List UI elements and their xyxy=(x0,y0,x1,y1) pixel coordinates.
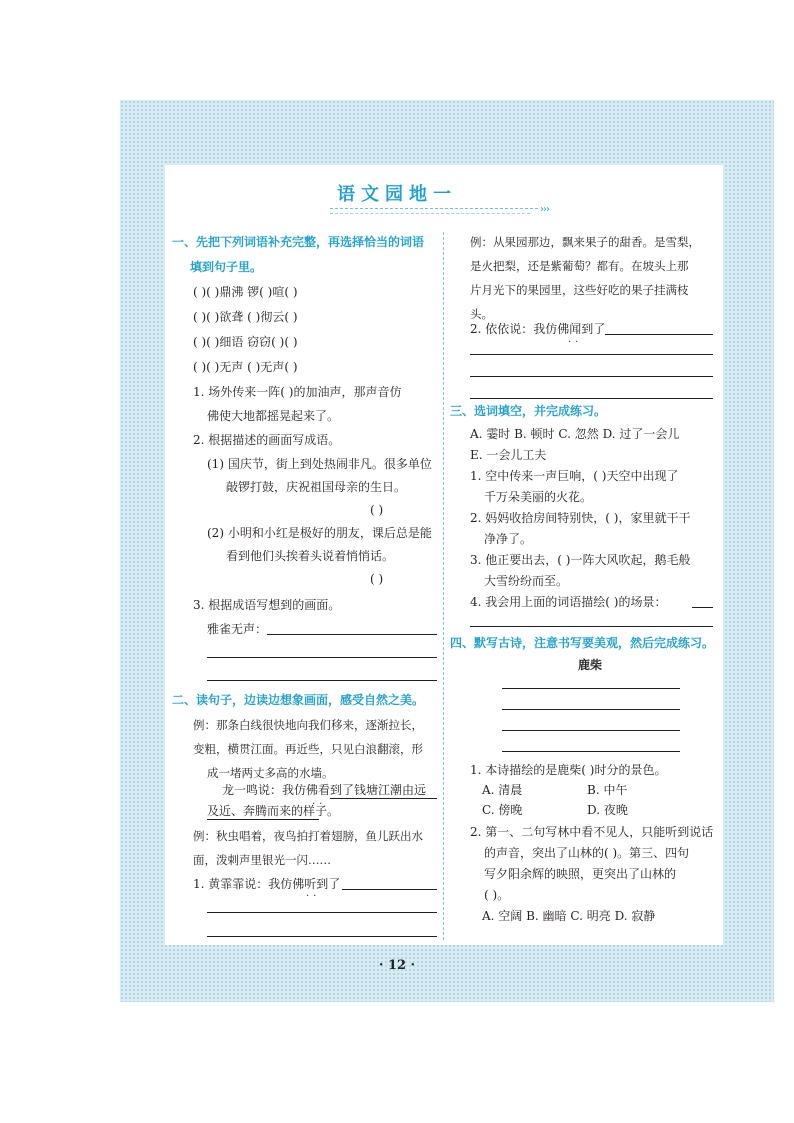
example-1-line-2: 变粗，横贯江面。再近些，只见白浪翻滚，形 xyxy=(193,742,423,756)
answer-line[interactable] xyxy=(470,626,713,627)
question-1-2b: (2) 小明和小红是极好的朋友，课后总是能 xyxy=(207,526,432,540)
fill-row-2[interactable]: ( )( )欲聋 ( )彻云( ) xyxy=(193,310,298,324)
example-3-line-3: 片月光下的果园里，这些好吃的果子挂满枝 xyxy=(470,283,689,297)
option-c[interactable]: C. 傍晚 xyxy=(482,803,523,817)
section-2-heading: 二、读句子，边读边想象画面，感受自然之美。 xyxy=(172,693,425,707)
model-answer-underline xyxy=(207,819,319,820)
title-underline xyxy=(330,208,538,209)
title-underline-secondary xyxy=(330,213,530,214)
section-3-q2: 2. 妈妈收拾房间特别快，( )，家里就干干 xyxy=(470,511,691,525)
answer-line[interactable] xyxy=(470,376,713,377)
section-4-q2: 2. 第一、二句写林中看不见人，只能听到说话 xyxy=(470,825,714,839)
fill-row-4[interactable]: ( )( )无声 ( )无声( ) xyxy=(193,360,298,374)
section-3-q3-cont: 大雪纷纷而至。 xyxy=(484,574,569,588)
word-options-1: A. 霎时 B. 顿时 C. 忽然 D. 过了一会儿 xyxy=(470,427,680,441)
example-3-line-2: 是火把梨，还是紫葡萄？都有。在坡头上那 xyxy=(470,259,689,273)
example-3-line-1: 例：从果园那边，飘来果子的甜香。是雪梨， xyxy=(470,235,700,249)
question-1-3: 3. 根据成语写想到的画面。 xyxy=(193,598,341,612)
model-answer-line-1: 龙一鸣说：我仿佛看到了钱塘江潮由远 xyxy=(222,783,427,797)
section-1-heading-cont: 填到句子里。 xyxy=(190,260,263,274)
answer-line[interactable] xyxy=(207,936,437,937)
model-answer-line-2: 及近、奔腾而来的样子。 xyxy=(207,804,340,818)
fill-row-3[interactable]: ( )( )细语 窃窃( )( ) xyxy=(193,335,298,349)
page-number: · 12 · xyxy=(378,958,416,973)
emphasis-dots: .. xyxy=(568,334,583,345)
poem-line[interactable] xyxy=(502,688,680,689)
question-1-2a-cont: 敲锣打鼓，庆祝祖国母亲的生日。 xyxy=(226,480,407,494)
example-3-line-4: 头。 xyxy=(470,307,493,321)
question-1-2: 2. 根据描述的画面写成语。 xyxy=(193,433,341,447)
section-4-q1: 1. 本诗描绘的是鹿柴( )时分的景色。 xyxy=(470,763,667,777)
section-4-heading: 四、默写古诗，注意书写要美观，然后完成练习。 xyxy=(450,636,715,650)
answer-line[interactable] xyxy=(692,607,713,608)
question-1-1-cont: 佛使大地都摇晃起来了。 xyxy=(207,409,340,423)
option-b[interactable]: B. 中午 xyxy=(587,783,628,797)
word-options-2: E. 一会儿工夫 xyxy=(470,448,547,462)
answer-line[interactable] xyxy=(267,634,437,635)
section-3-heading: 三、选词填空，并完成练习。 xyxy=(450,404,607,418)
section-3-q1: 1. 空中传来一声巨响，( )天空中出现了 xyxy=(470,469,679,483)
fill-row-1[interactable]: ( )( )鼎沸 锣( )喧( ) xyxy=(193,285,298,299)
answer-line[interactable] xyxy=(342,889,437,890)
poem-title: 鹿柴 xyxy=(578,658,603,672)
section-4-q2-cont-1: 的声音，突出了山林的( )。第三、四句 xyxy=(484,846,690,860)
question-2-2: 2. 依依说：我仿佛闻到了 xyxy=(470,322,606,336)
example-2-line-2: 面，泼剌声里银光一闪…… xyxy=(193,853,331,867)
option-d[interactable]: D. 夜晚 xyxy=(587,803,628,817)
section-4-q2-options[interactable]: A. 空阔 B. 幽暗 C. 明亮 D. 寂静 xyxy=(482,909,656,923)
answer-line[interactable] xyxy=(207,680,437,681)
emphasis-dots: .. xyxy=(312,796,327,807)
page-title: 语文园地一 xyxy=(337,184,457,205)
chevron-right-icon: ››› xyxy=(540,204,549,215)
option-a[interactable]: A. 清晨 xyxy=(482,783,523,797)
answer-line[interactable] xyxy=(605,334,713,335)
answer-blank-2b[interactable]: ( ) xyxy=(370,572,384,586)
section-3-q4: 4. 我会用上面的词语描绘( )的场景： xyxy=(470,595,667,609)
section-4-q2-cont-2: 写夕阳余辉的映照，更突出了山林的 xyxy=(484,867,677,881)
poem-line[interactable] xyxy=(502,730,680,731)
section-3-q1-cont: 千万朵美丽的火花。 xyxy=(484,490,593,504)
section-3-q2-cont: 净净了。 xyxy=(484,532,533,546)
model-answer-underline xyxy=(330,798,437,799)
answer-line[interactable] xyxy=(470,398,713,399)
poem-line[interactable] xyxy=(502,751,680,752)
answer-line[interactable] xyxy=(207,657,437,658)
section-3-q3: 3. 他正要出去，( )一阵大风吹起，鹅毛般 xyxy=(470,553,691,567)
answer-line[interactable] xyxy=(207,912,437,913)
answer-line[interactable] xyxy=(470,354,713,355)
question-1-2a: (1) 国庆节，街上到处热闹非凡。很多单位 xyxy=(207,457,432,471)
question-1-1: 1. 场外传来一阵( )的加油声，那声音仿 xyxy=(193,385,402,399)
poem-line[interactable] xyxy=(502,709,680,710)
example-1-line-3: 成一堵两丈多高的水墙。 xyxy=(207,766,334,780)
question-1-3-label: 雅雀无声： xyxy=(207,622,268,636)
emphasis-dots: .. xyxy=(306,888,321,899)
section-1-heading: 一、先把下列词语补充完整，再选择恰当的词语 xyxy=(172,235,425,249)
column-divider xyxy=(443,232,444,940)
section-4-q2-cont-3: ( )。 xyxy=(484,888,510,902)
question-2-1: 1. 黄霏霏说：我仿佛听到了 xyxy=(193,877,341,891)
answer-blank-2a[interactable]: ( ) xyxy=(370,503,384,517)
question-1-2b-cont: 看到他们头挨着头说着悄悄话。 xyxy=(226,549,395,563)
example-1-line-1: 例：那条白线很快地向我们移来，逐渐拉长， xyxy=(193,718,423,732)
example-2-line-1: 例：秋虫唱着，夜鸟拍打着翅膀，鱼儿跃出水 xyxy=(193,829,423,843)
